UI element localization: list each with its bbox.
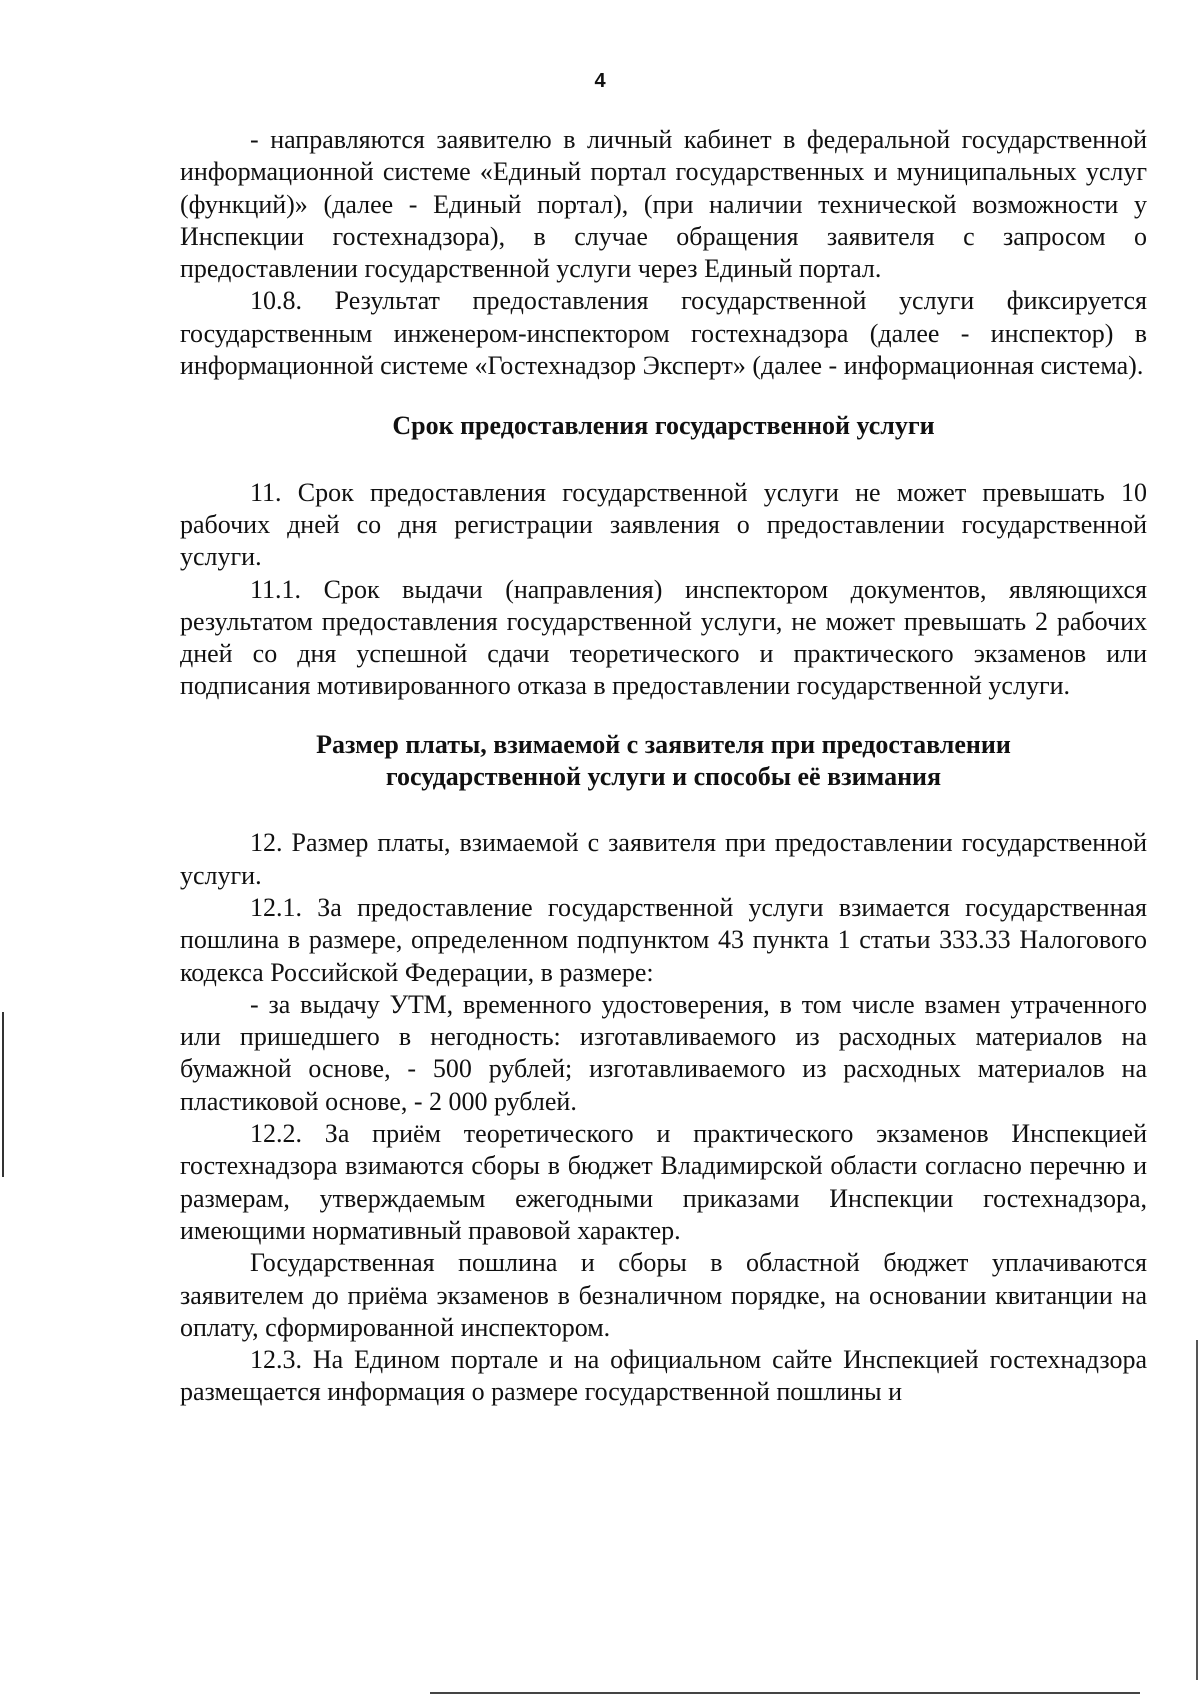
paragraph-fee-utm: - за выдачу УТМ, временного удостоверения, в том числе взамен утраченного или пришедшего в негодность: изготавливаемого из расходных материалов на бумажной основе, - 500 рублей; изготавливаемого из расходных материалов на пластиковой основе, - 2 000 рублей. <box>180 989 1147 1116</box>
paragraph-11: 11. Срок предоставления государственной услуги не может превышать 10 рабочих дней со дня регистрации заявления о предоставлении государственной услуги. <box>180 477 1147 572</box>
heading-line: Срок предоставления государственной услуги <box>392 411 935 441</box>
paragraph-delivery-to-personal-account: - направляются заявителю в личный кабинет в федеральной государственной информационной системе «Единый портал государственных и муниципальных услуг (функций)» (далее - Единый портал), (при наличии технической возможности у Инспекции гостехнадзора), в случае обращения заявителя с запросом о предоставлении государственной услуги через Единый портал. <box>180 125 1147 284</box>
section-heading-service-term <box>180 410 1147 442</box>
paragraph-12-3: 12.3. На Едином портале и на официальном сайте Инспекцией гостехнадзора размещается информация о размере государственной пошлины и <box>180 1345 1147 1407</box>
heading-line: государственной услуги и способы её взимания <box>385 762 942 792</box>
paragraph-payment-order: Государственная пошлина и сборы в областной бюджет уплачиваются заявителем до приёма экзаменов в безналичном порядке, на основании квитанции на оплату, сформированной инспектором. <box>180 1248 1147 1342</box>
scan-artifact-bottom <box>430 1692 1140 1694</box>
paragraph-11-1: 11.1. Срок выдачи (направления) инспектором документов, являющихся результатом предоставления государственной услуги, не может превышать 2 рабочих дней со дня успешной сдачи теоретического и практического экзаменов или подписания мотивированного отказа в предоставлении государственной услуги. <box>180 574 1147 701</box>
paragraph-10-8: 10.8. Результат предоставления государственной услуги фиксируется государственным инженером-инспектором гостехнадзора (далее - инспектор) в информационной системе «Гостехнадзор Эксперт» (далее - информационная система). <box>180 286 1147 381</box>
paragraph-12: 12. Размер платы, взимаемой с заявителя при предоставлении государственной услуги. <box>180 828 1147 890</box>
paragraph-12-1: 12.1. За предоставление государственной услуги взимается государственная пошлина в размере, определенном подпунктом 43 пункта 1 статьи 333.33 Налогового кодекса Российской Федерации, в размере: <box>180 892 1147 987</box>
document-body <box>180 124 1147 1409</box>
section-heading-fee <box>180 729 1147 794</box>
page-number: 4 <box>594 70 606 92</box>
scan-artifact-right <box>1196 1340 1198 1680</box>
scan-artifact-left <box>2 1012 4 1177</box>
paragraph-12-2: 12.2. За приём теоретического и практического экзаменов Инспекцией гостехнадзора взимаются сборы в бюджет Владимирской области согласно перечню и размерам, утверждаемым ежегодными приказами Инспекции гостехнадзора, имеющими нормативный правовой характер. <box>180 1119 1147 1245</box>
heading-line: Размер платы, взимаемой с заявителя при предоставлении <box>316 729 1011 759</box>
